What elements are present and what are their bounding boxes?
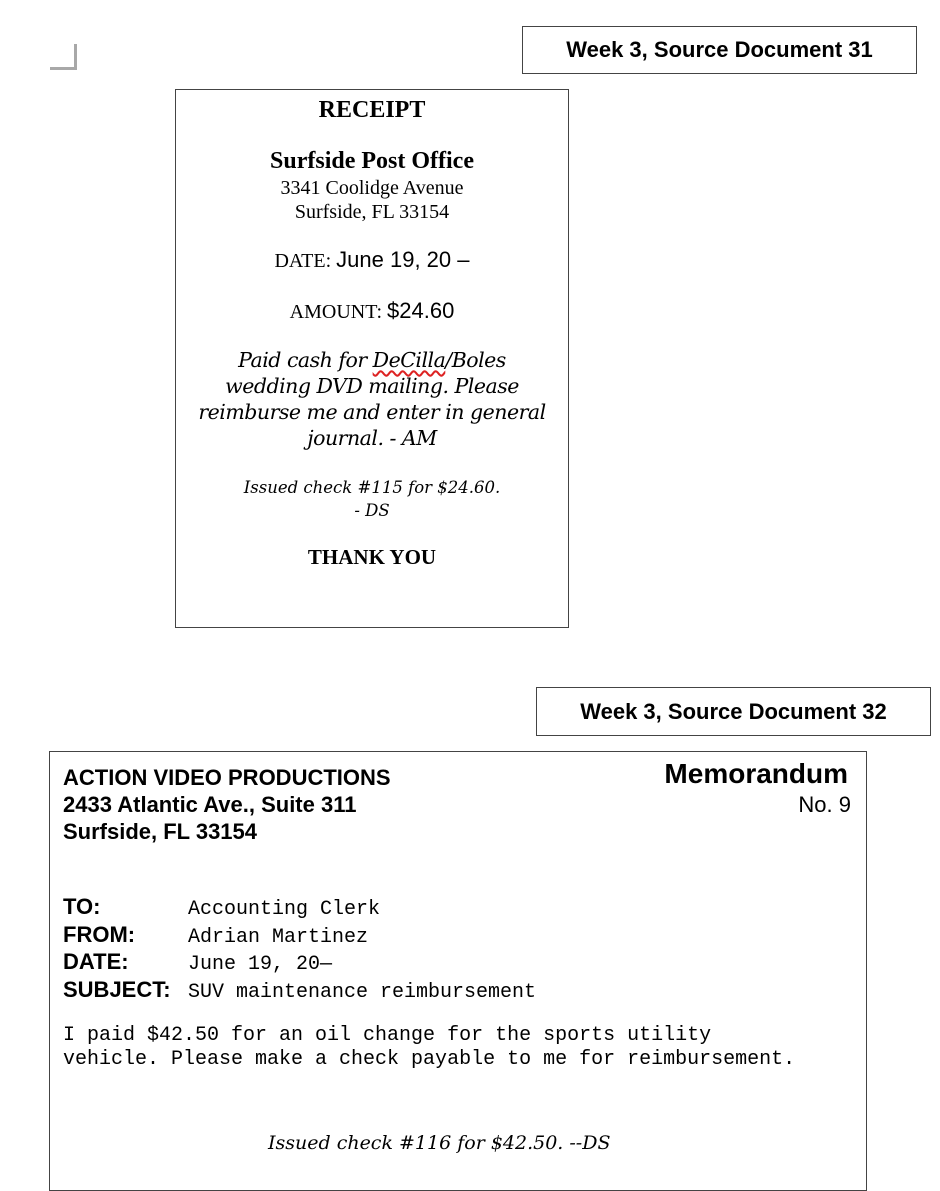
receipt-note-end: /Boles wedding DVD mailing. Please reimburse me and enter in general journal. - AM bbox=[198, 348, 546, 450]
memorandum bbox=[49, 751, 867, 1191]
source-document-31-label bbox=[522, 26, 917, 74]
memo-date-row bbox=[63, 949, 536, 977]
receipt-title: RECEIPT bbox=[318, 97, 426, 123]
memo-number: No. 9 bbox=[798, 792, 851, 817]
company-header bbox=[63, 764, 391, 845]
source-document-31-label-text: Week 3, Source Document 31 bbox=[566, 37, 873, 62]
receipt-note-misspelled-word: DeCilla bbox=[372, 348, 446, 372]
memo-from-label: FROM: bbox=[63, 921, 136, 947]
receipt-check-note bbox=[176, 476, 568, 522]
memo-fields bbox=[63, 894, 536, 1004]
memo-handwritten-note: Issued check #116 for $42.50. --DS bbox=[268, 1132, 611, 1154]
memo-body: I paid $42.50 for an oil change for the sports utility vehicle. Please make a check payable to me for reimbursement. bbox=[63, 1024, 796, 1071]
receipt-address-line1: 3341 Coolidge Avenue bbox=[280, 177, 464, 199]
memo-to-row bbox=[63, 894, 536, 922]
receipt-date-label: DATE: bbox=[274, 250, 337, 272]
source-document-32-label-text: Week 3, Source Document 32 bbox=[580, 698, 887, 724]
memo-subject-row bbox=[63, 977, 536, 1005]
memo-from-value: Adrian Martinez bbox=[188, 925, 369, 949]
memo-date-label: DATE: bbox=[63, 949, 129, 974]
memo-to-label: TO: bbox=[63, 894, 101, 919]
receipt-check-line2: - DS bbox=[354, 501, 390, 520]
receipt-address-line2: Surfside, FL 33154 bbox=[294, 201, 450, 223]
memo-subject-label: SUBJECT: bbox=[63, 976, 171, 1002]
receipt-thank-you: THANK YOU bbox=[307, 545, 437, 569]
receipt-amount-label: AMOUNT: bbox=[289, 301, 388, 323]
receipt-amount-value: $24.60 bbox=[387, 298, 455, 323]
company-name: ACTION VIDEO PRODUCTIONS bbox=[63, 765, 391, 790]
memo-from-row bbox=[63, 922, 536, 950]
source-document-32-label bbox=[536, 687, 931, 736]
receipt-amount bbox=[176, 298, 568, 324]
company-address-line1: 2433 Atlantic Ave., Suite 311 bbox=[63, 792, 357, 817]
receipt-handwritten-note bbox=[196, 347, 548, 451]
receipt-check-line1: Issued check #115 for $24.60. bbox=[243, 478, 501, 497]
receipt-note-start: Paid cash for bbox=[238, 348, 373, 372]
company-address-line2: Surfside, FL 33154 bbox=[63, 819, 258, 844]
page-corner-mark bbox=[50, 44, 77, 70]
memo-subject-value: SUV maintenance reimbursement bbox=[188, 980, 537, 1004]
receipt-business-name: Surfside Post Office bbox=[270, 148, 474, 174]
memo-date-value: June 19, 20— bbox=[188, 953, 333, 976]
memo-to-value: Accounting Clerk bbox=[188, 898, 381, 921]
receipt-date bbox=[176, 247, 568, 273]
receipt-date-value: June 19, 20 – bbox=[336, 247, 470, 272]
post-office-receipt bbox=[175, 89, 569, 628]
memo-title: Memorandum bbox=[664, 758, 848, 789]
